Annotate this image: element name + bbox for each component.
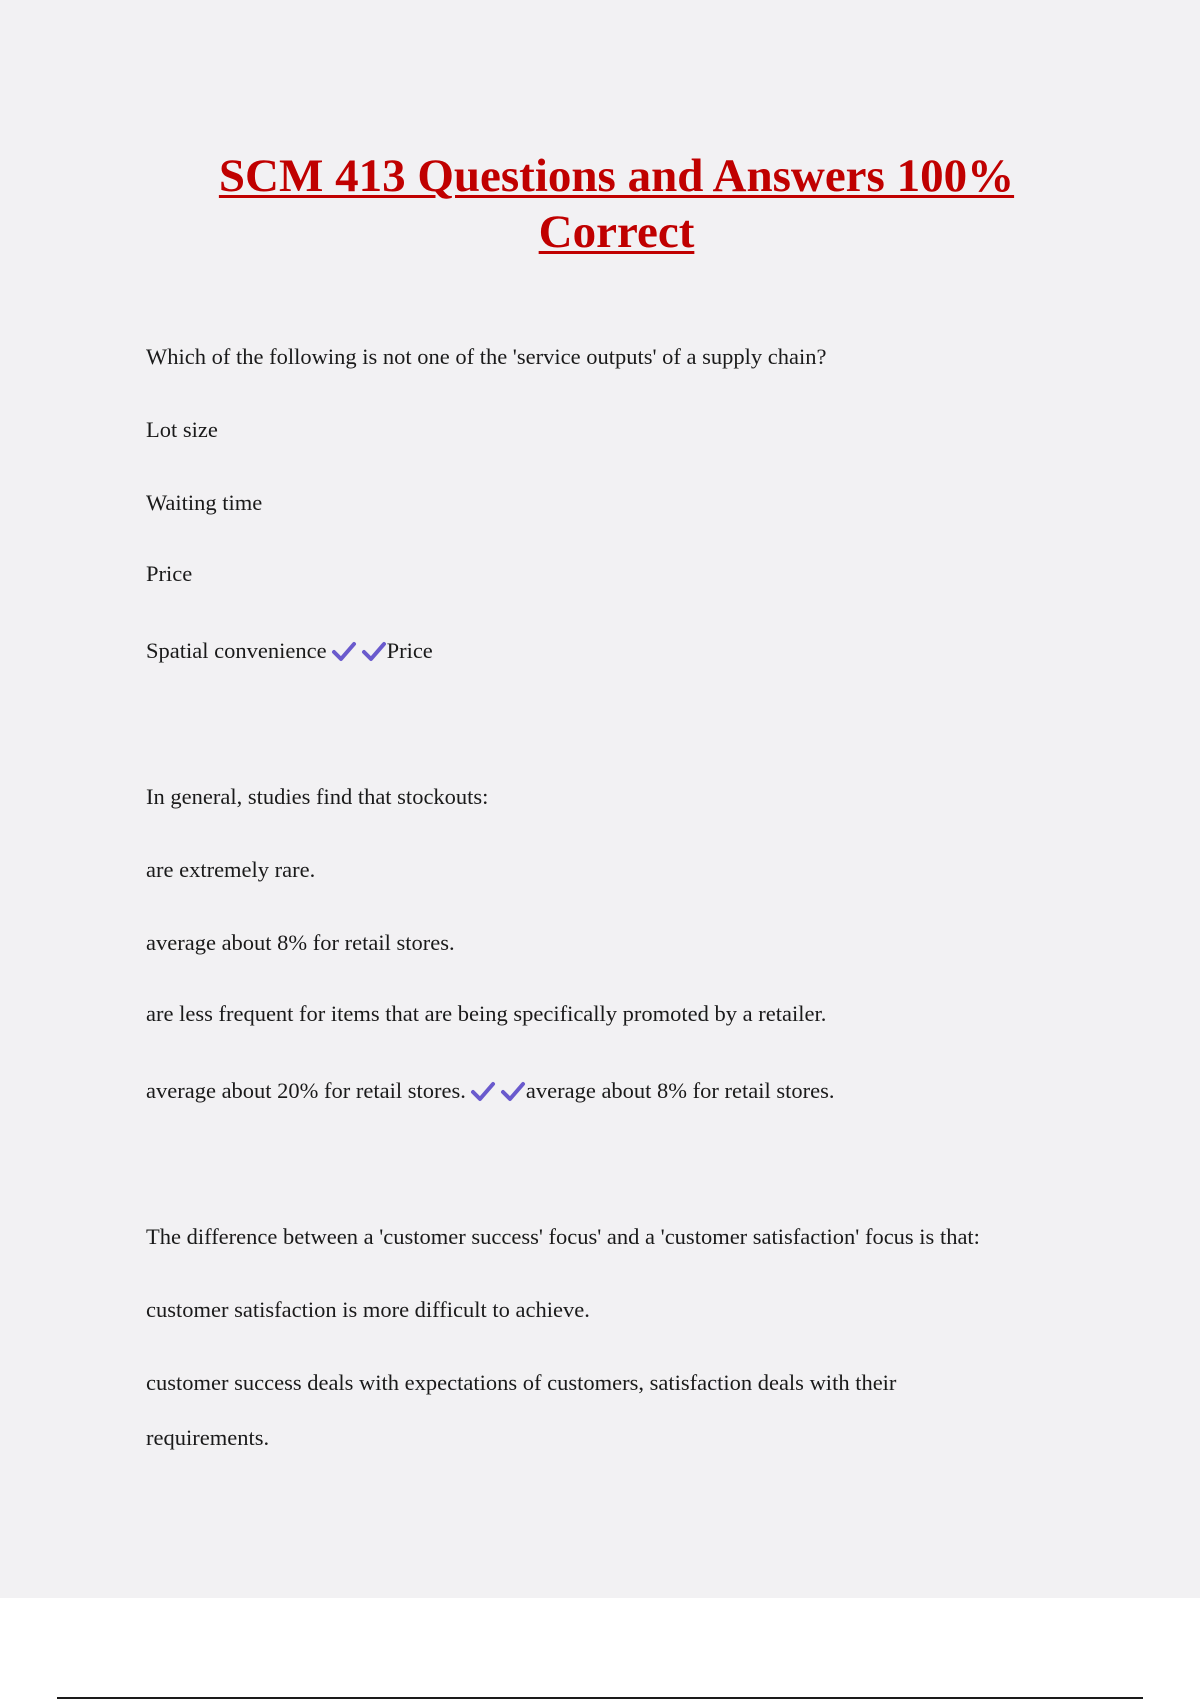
question-3-option-2-continued: requirements. — [146, 1425, 270, 1450]
question-1-text: Which of the following is not one of the 'service outputs' of a supply chain? — [146, 344, 827, 369]
question-1-option-4: Spatial convenience — [146, 638, 327, 663]
check-icon — [500, 1080, 526, 1102]
footer-divider — [57, 1697, 1143, 1699]
question-1-option-2: Waiting time — [146, 490, 263, 515]
check-icon — [361, 640, 387, 662]
question-2-text: In general, studies find that stockouts: — [146, 784, 489, 809]
check-icon — [331, 640, 357, 662]
question-3-option-1: customer satisfaction is more difficult to achieve. — [146, 1297, 590, 1322]
question-3-option-2: customer success deals with expectations of customers, satisfaction deals with their — [146, 1370, 897, 1395]
question-1-last-option-row — [146, 637, 433, 665]
question-2-option-3: are less frequent for items that are being specifically promoted by a retailer. — [146, 1001, 827, 1026]
question-2-option-1: are extremely rare. — [146, 857, 316, 882]
question-3-text: The difference between a 'customer success' focus' and a 'customer satisfaction' focus is that: — [146, 1224, 980, 1249]
question-2-last-option-row — [146, 1077, 835, 1105]
question-1-option-3: Price — [146, 561, 193, 586]
question-2-option-2: average about 8% for retail stores. — [146, 930, 455, 955]
check-icon — [470, 1080, 496, 1102]
question-2-option-4: average about 20% for retail stores. — [146, 1078, 466, 1103]
question-1-option-1: Lot size — [146, 417, 218, 442]
question-2-answer: average about 8% for retail stores. — [525, 1078, 835, 1103]
question-1-answer: Price — [386, 638, 433, 663]
document-title: SCM 413 Questions and Answers 100% Correct — [218, 150, 1015, 258]
